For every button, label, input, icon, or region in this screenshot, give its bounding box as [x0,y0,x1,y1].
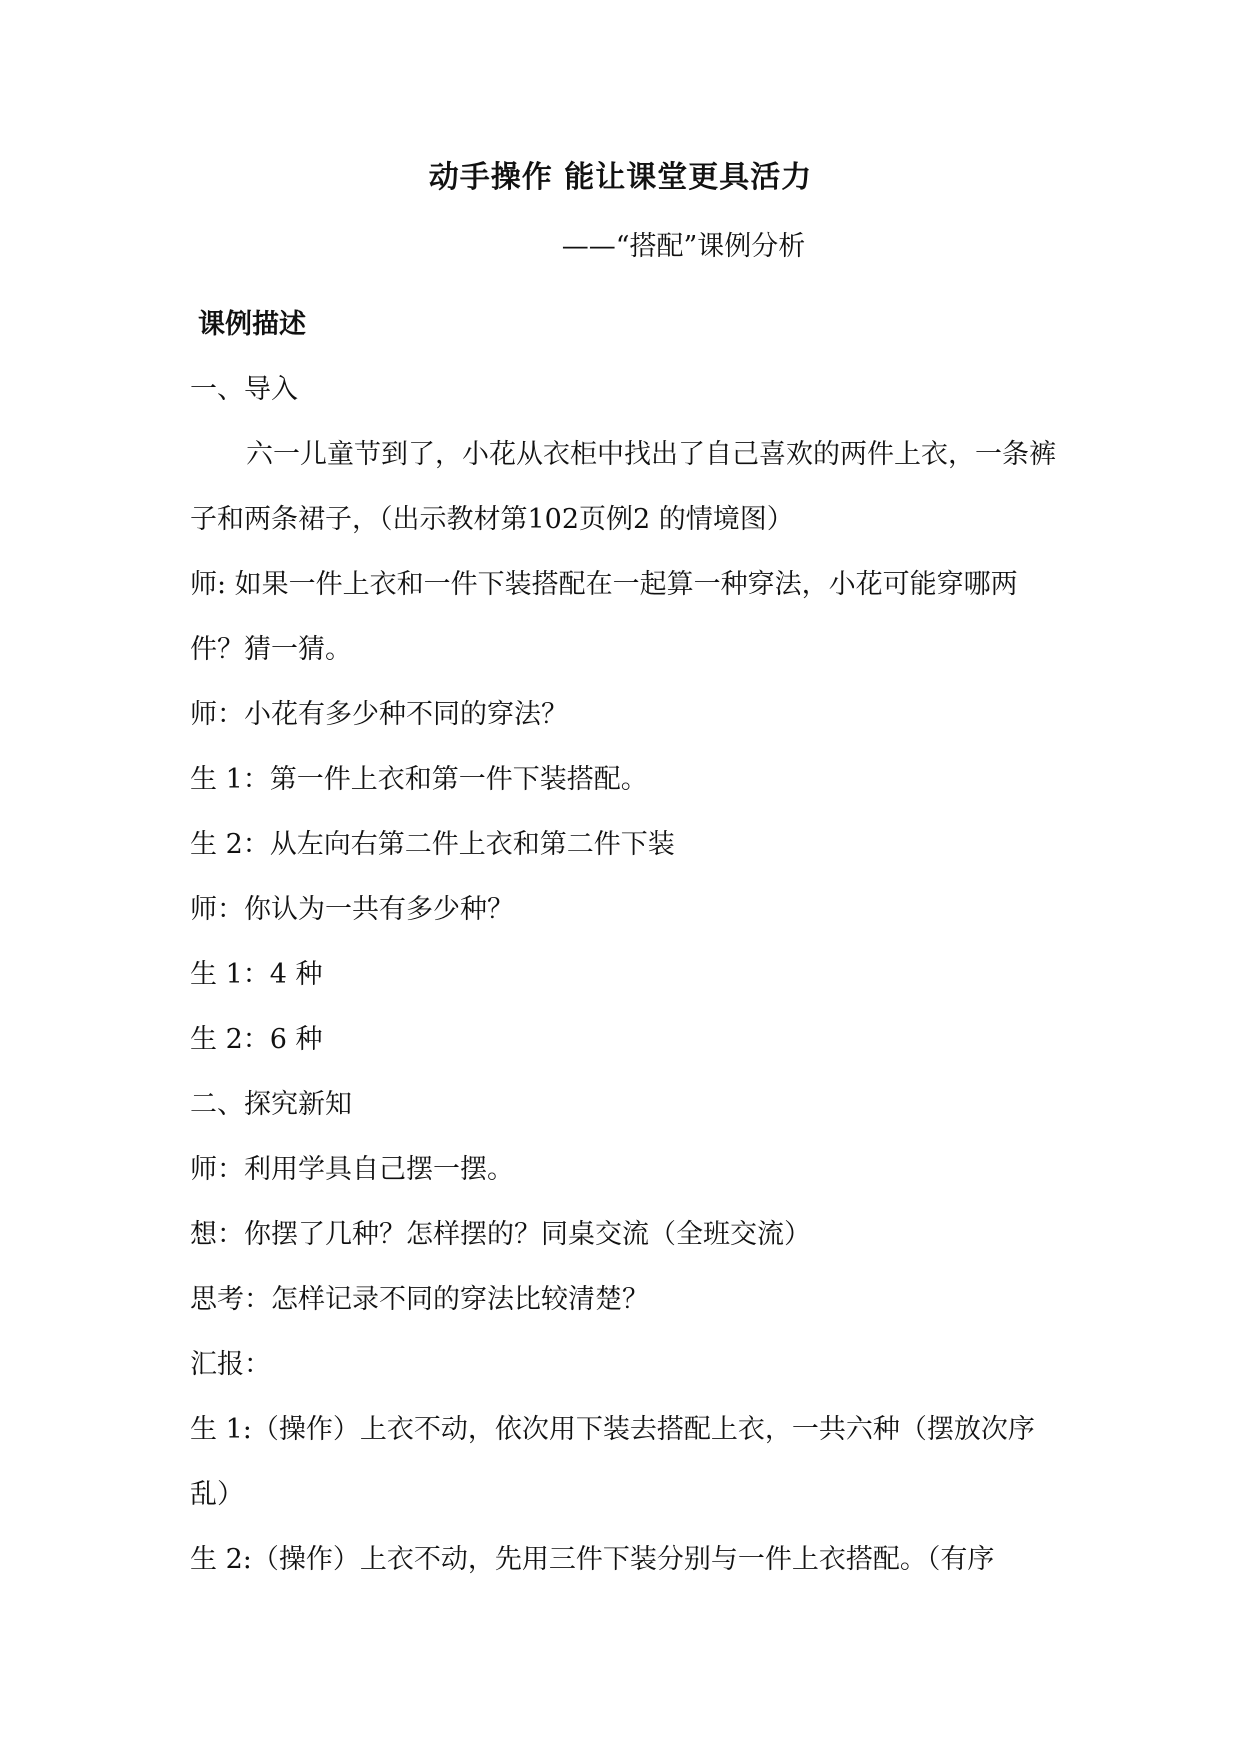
paragraph: 师：小花有多少种不同的穿法？ [190,699,568,730]
paragraph: 生 1:（操作）上衣不动，依次用下装去搭配上衣，一共六种（摆放次序乱） [190,1414,1035,1510]
paragraph: 生 2：6 种 [190,1024,323,1055]
paragraph: 师：你认为一共有多少种？ [190,894,514,925]
section-heading-intro: 一、导入 [190,374,298,405]
paragraph: 汇报： [190,1349,271,1380]
paragraph: 生 1：第一件上衣和第一件下装搭配。 [190,764,648,795]
document-title: 动手操作 能让课堂更具活力 [428,160,813,195]
document-body [190,292,1060,1592]
paragraph: 六一儿童节到了，小花从衣柜中找出了自己喜欢的两件上衣，一条裤子和两条裙子，（出示教材第102页例2 的情境图） [190,439,1056,535]
section-heading-explore: 二、探究新知 [190,1089,352,1120]
paragraph: 生 1：4 种 [190,959,323,990]
paragraph: 师：利用学具自己摆一摆。 [190,1154,514,1185]
document-subtitle: ——“搭配”课例分析 [561,231,806,262]
paragraph: 想：你摆了几种？怎样摆的？同桌交流（全班交流） [190,1219,811,1250]
paragraph: 生 2：从左向右第二件上衣和第二件下装 [190,829,675,860]
paragraph: 师: 如果一件上衣和一件下装搭配在一起算一种穿法，小花可能穿哪两件？猜一猜。 [190,569,1018,665]
section-heading: 课例描述 [198,309,306,340]
paragraph: 思考：怎样记录不同的穿法比较清楚？ [190,1284,649,1315]
paragraph: 生 2:（操作）上衣不动，先用三件下装分别与一件上衣搭配。（有序 [190,1544,995,1575]
